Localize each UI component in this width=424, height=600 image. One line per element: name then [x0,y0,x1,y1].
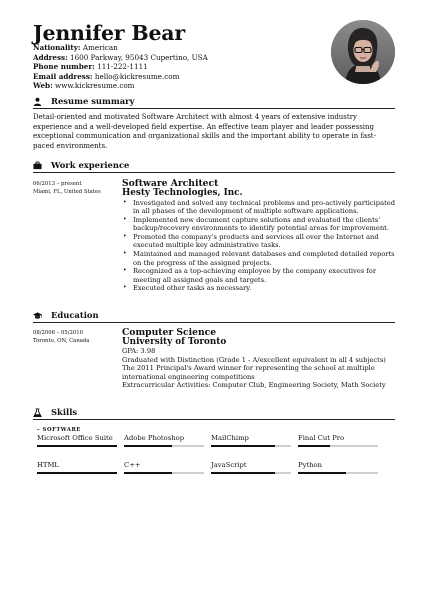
contact-label: Address: [33,52,68,62]
list-item: • Investigated and solved any technical problems and pro-actively participated in all phases of the development of multiple software applications. [122,199,397,216]
education-meta [33,329,89,345]
skill-name: Python [298,461,322,469]
skill-name: C++ [124,461,141,469]
education-line: GPA: 3.98 [122,347,156,355]
candidate-name: Jennifer Bear [33,21,185,45]
list-item: • Implemented new document capture solutions and evaluated the clients' backup/recovery environments to identify potential areas for improvement. [122,216,397,233]
skill-level-fill [124,472,172,474]
contact-nationality [33,43,208,53]
flask-icon [33,408,42,417]
skill-level-fill [37,445,117,447]
briefcase-icon [33,161,42,170]
skill-name: JavaScript [211,461,247,469]
contact-value: 1600 Parkway, 95043 Cupertino, USA [70,52,208,62]
education-dates: 08/2006 – 05/2010 [33,330,84,336]
skill-level-fill [37,472,117,474]
list-item: • Promoted the company's products and services all over the Internet and executed multiple key administrative tasks. [122,233,397,250]
list-item: • Maintained and managed relevant databases and completed detailed reports on the progress of the assigned projects. [122,250,397,267]
skill-level-fill [298,445,330,447]
skill-item [298,461,378,474]
skill-item [37,461,117,474]
section-heading-experience [33,160,129,170]
list-item: • Recognized as a top-achieving employee by the company executives for meeting all assigned goals and targets. [122,267,397,284]
education-line: Graduated with Distinction (Grade 1 - A/excellent equivalent in all 4 subjects) [122,355,386,364]
contact-web [33,81,208,91]
section-heading-summary [33,96,134,106]
skill-level-bar [124,472,204,474]
contact-phone [33,62,208,72]
contact-value: 111-222-1111 [97,62,148,71]
job-meta [33,180,101,196]
job-bullets [122,199,397,294]
contact-label: Nationality: [33,43,81,52]
degree-title: Computer Science [122,327,217,338]
skill-level-bar [37,445,117,447]
job-title: Software Architect [122,178,219,189]
education-entry [122,328,397,390]
education-line: Extracurricular Activities: Computer Club, Engineering Society, Math Society [122,381,386,390]
job-dates: 06/2013 – present [33,181,82,187]
skill-item [124,434,204,447]
section-title: Work experience [51,160,130,170]
section-heading-skills [33,407,77,417]
list-item: • Executed other tasks as necessary. [122,284,397,293]
graduation-cap-icon [33,311,42,320]
contact-value: American [82,43,118,52]
contact-label: Email address: [33,71,93,81]
section-divider [33,172,395,173]
section-title: Skills [51,407,78,417]
contact-label: Web: [33,81,53,90]
section-divider [33,322,395,323]
skill-level-fill [298,472,346,474]
skill-level-bar [298,472,378,474]
contact-value: www.kickresume.com [55,81,135,90]
job-location: Miami, FL, United States [33,189,101,195]
skill-category: – SOFTWARE [37,427,81,433]
school-name: University of Toronto [122,336,227,347]
profile-photo-portrait [331,20,395,84]
skill-level-bar [37,472,117,474]
skill-name: MailChimp [211,434,249,442]
section-divider [33,419,395,420]
skill-name: Adobe Photoshop [124,434,185,442]
skill-level-bar [124,445,204,447]
section-divider [33,108,395,109]
contact-label: Phone number: [33,62,95,71]
person-icon [33,97,42,106]
profile-photo [331,20,395,84]
section-title: Education [51,310,99,320]
contact-email [33,72,208,82]
skill-item [298,434,378,447]
education-location: Toronto, ON, Canada [33,338,90,344]
skill-item [124,461,204,474]
contact-details [33,43,208,91]
contact-address [33,53,208,63]
skill-name: Final Cut Pro [298,434,345,442]
education-line: The 2011 Principal's Award winner for representing the school at multiple international engineering competitions [122,364,375,381]
contact-value: hello@kickresume.com [94,71,180,81]
section-title: Resume summary [51,96,135,106]
job-company: Hesty Technologies, Inc. [122,187,243,198]
skill-name: HTML [37,461,59,469]
section-heading-education [33,310,99,320]
skill-level-fill [211,472,275,474]
skill-level-fill [211,445,275,447]
skill-level-bar [211,445,291,447]
job-entry [122,179,397,293]
summary-text: Detail-oriented and motivated Software Architect with almost 4 years of extensive industry experience and a well-developed field expertise. An effective team player and leader possessing exceptional communication and organizational skills and the important ability to operate in fast-paced environments. [33,113,376,150]
skill-level-fill [124,445,172,447]
skill-item [211,434,291,447]
skill-level-bar [298,445,378,447]
skill-item [37,434,117,447]
skill-name: Microsoft Office Suite [37,434,113,442]
skill-level-bar [211,472,291,474]
skill-item [211,461,291,474]
